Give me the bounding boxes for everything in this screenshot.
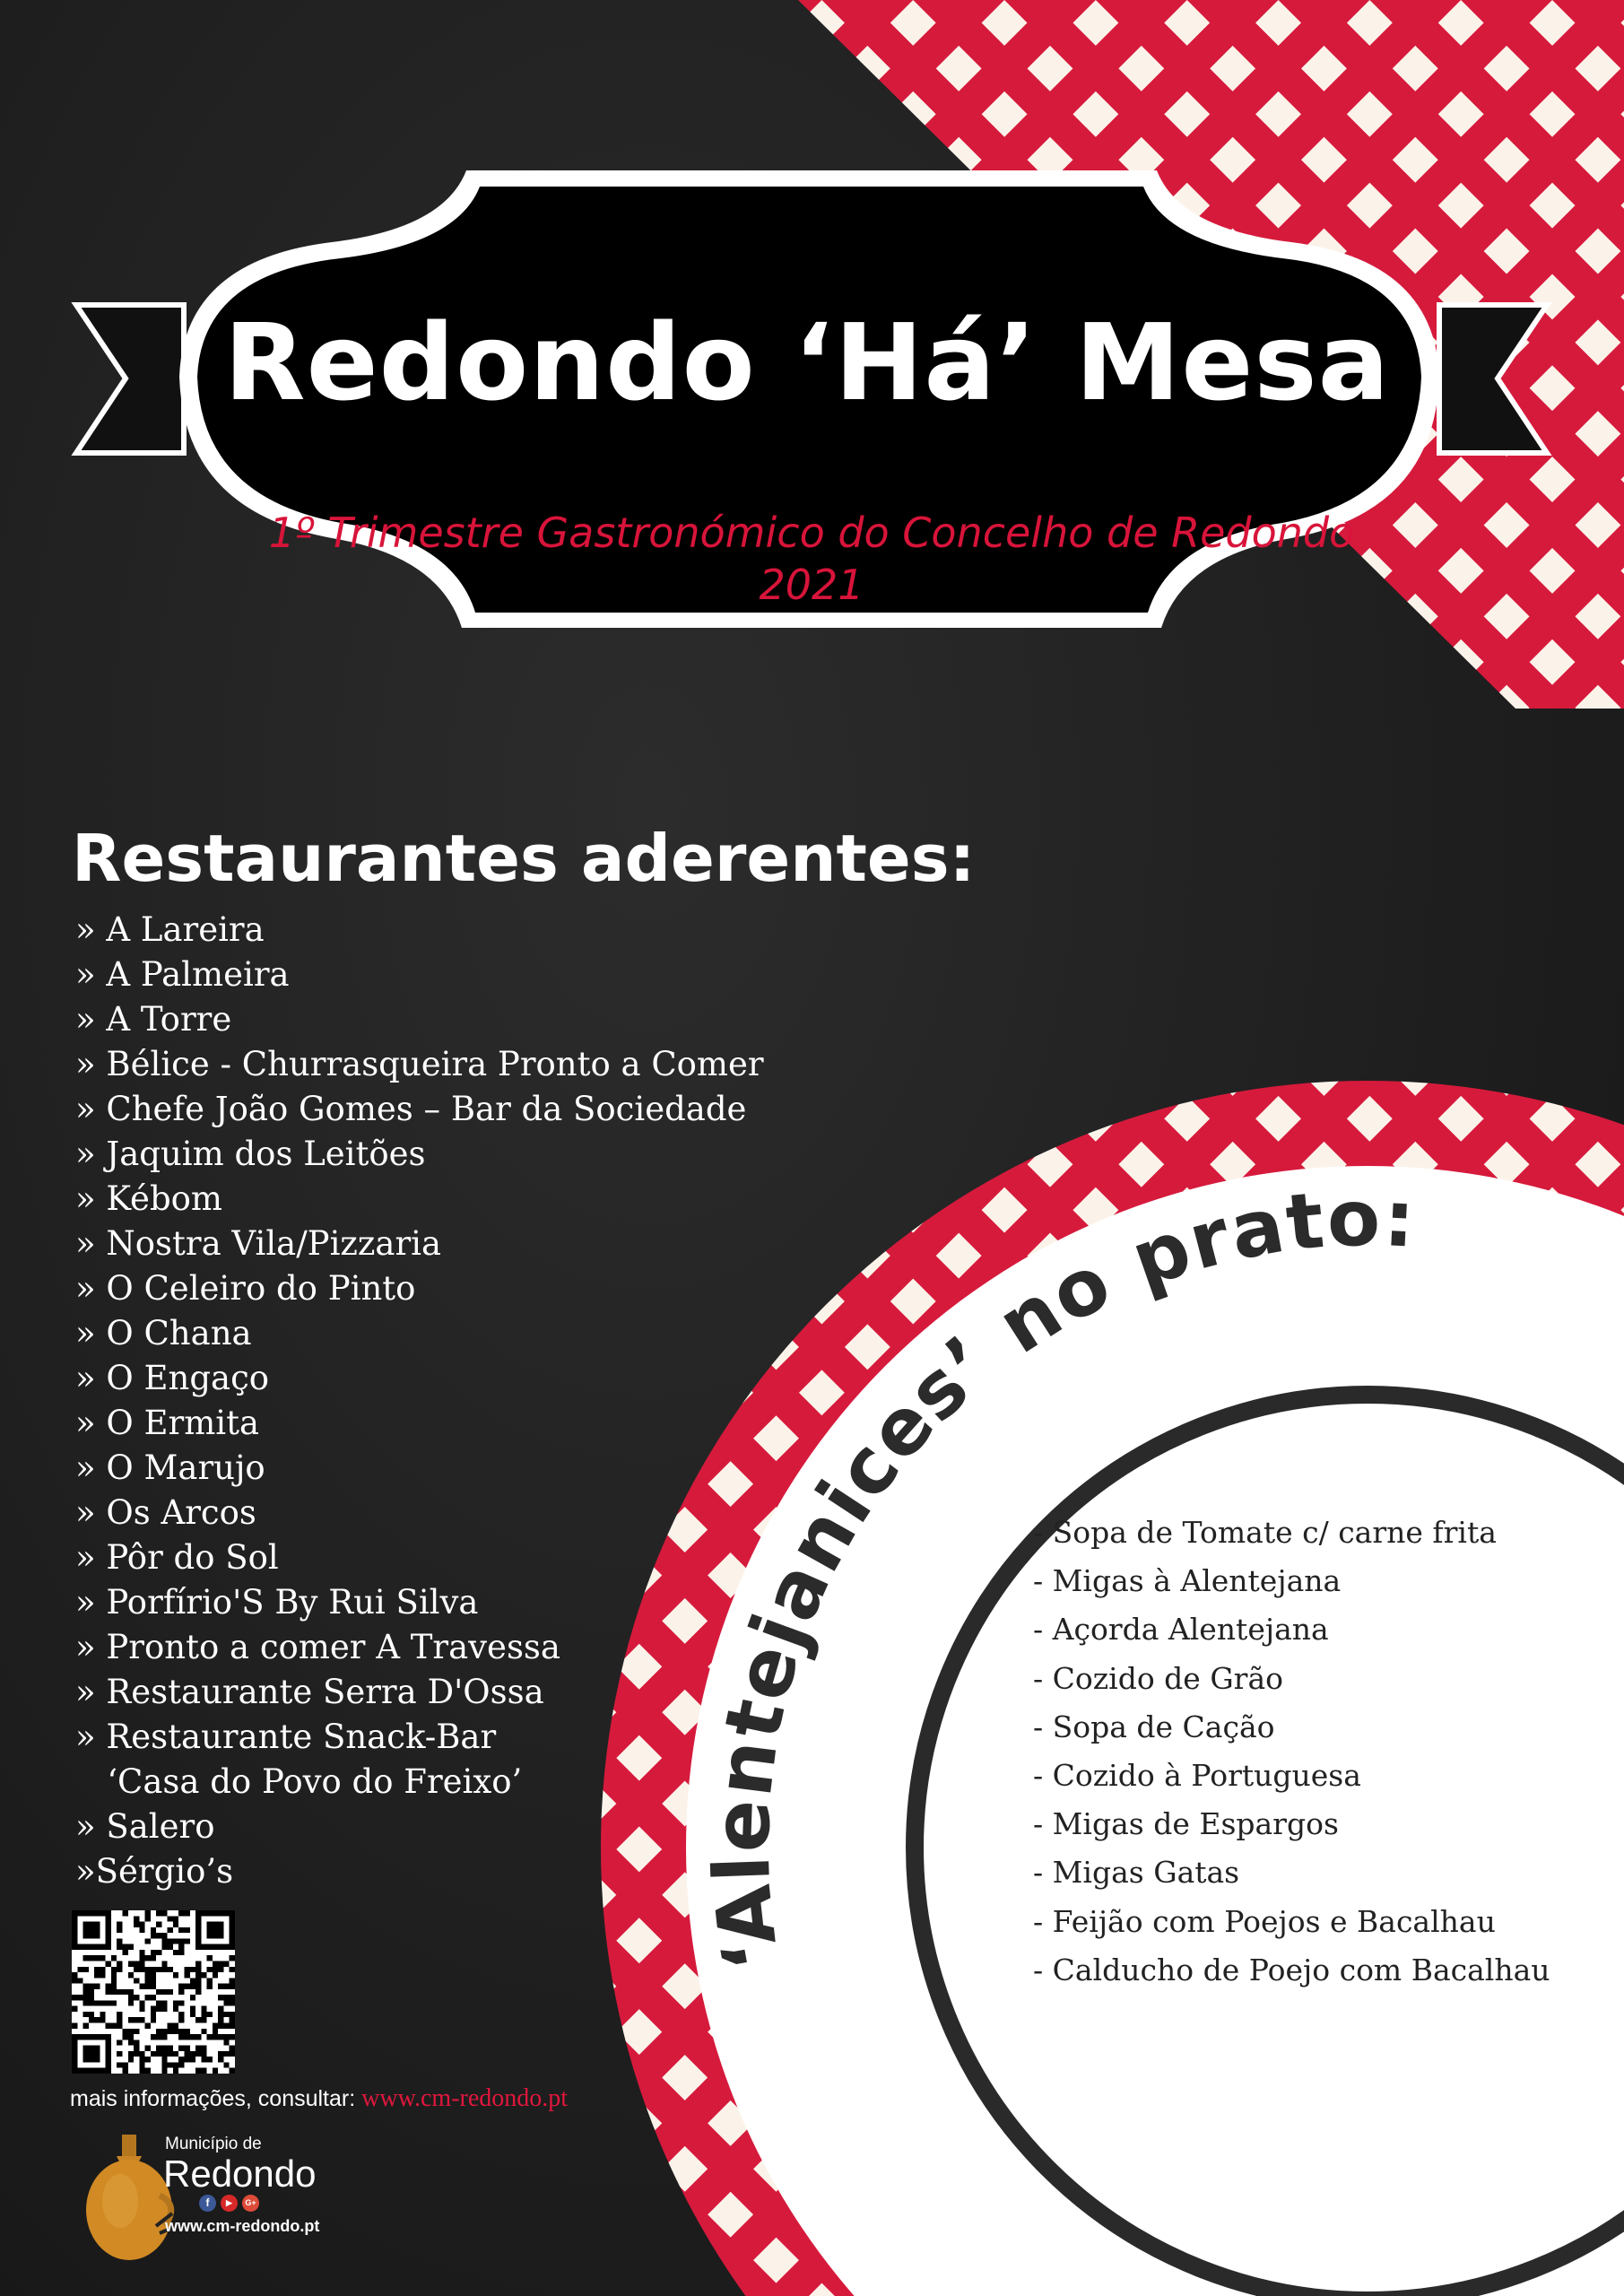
list-item: - Sopa de Cação: [1033, 1709, 1275, 1744]
facebook-icon[interactable]: f: [199, 2195, 216, 2212]
list-item: » Kébom: [75, 1179, 222, 1218]
list-item: » A Lareira: [75, 910, 265, 949]
poster-subtitle: [197, 507, 1426, 611]
list-item: - Sopa de Tomate c/ carne frita: [1033, 1515, 1497, 1550]
logo-website[interactable]: www.cm-redondo.pt: [165, 2217, 320, 2235]
subtitle-line-2: 2021: [759, 561, 864, 609]
subtitle-line-1: 1º Trimestre Gastronómico do Concelho de Redondo: [268, 509, 1355, 557]
list-item: » O Chana: [75, 1314, 252, 1352]
logo-municipio: Município de: [165, 2135, 262, 2153]
social-icons: [199, 2195, 259, 2212]
poster-title: Redondo ‘Há’ Mesa: [223, 300, 1391, 424]
ribbon-right: [1439, 305, 1547, 453]
dish-list: [1033, 1509, 1550, 1995]
list-item: » A Torre: [75, 1000, 232, 1039]
list-item: - Calducho de Poejo com Bacalhau: [1033, 1952, 1550, 1987]
list-item: » Salero: [75, 1807, 215, 1846]
list-item: »Sérgio’s: [75, 1852, 234, 1891]
more-info: [70, 2084, 568, 2113]
list-item: ‘Casa do Povo do Freixo’: [75, 1762, 523, 1801]
restaurant-list: [75, 908, 764, 1894]
list-item: - Cozido de Grão: [1033, 1660, 1284, 1696]
list-item: - Cozido à Portuguesa: [1033, 1758, 1361, 1794]
restaurants-heading: Restaurantes aderentes:: [72, 821, 976, 896]
list-item: - Feijão com Poejos e Bacalhau: [1033, 1903, 1496, 1939]
list-item: - Açorda Alentejana: [1033, 1612, 1329, 1648]
list-item: » Restaurante Serra D'Ossa: [75, 1673, 544, 1711]
google-plus-icon[interactable]: G+: [242, 2195, 259, 2212]
more-info-label: mais informações, consultar:: [70, 2086, 356, 2111]
list-item: » Nostra Vila/Pizzaria: [75, 1224, 442, 1263]
list-item: » Pronto a comer A Travessa: [75, 1628, 560, 1666]
list-item: » O Celeiro do Pinto: [75, 1269, 416, 1308]
logo-redondo: Redondo: [163, 2152, 317, 2195]
plate-heading: ‘Alentejanices’ no prato:: [697, 1173, 1420, 1978]
list-item: » Os Arcos: [75, 1493, 256, 1532]
list-item: » Jaquim dos Leitões: [75, 1135, 426, 1173]
list-item: » Restaurante Snack-Bar: [75, 1718, 497, 1756]
list-item: - Migas à Alentejana: [1033, 1563, 1342, 1599]
list-item: - Migas Gatas: [1033, 1855, 1240, 1891]
list-item: » Chefe João Gomes – Bar da Sociedade: [75, 1090, 747, 1128]
ribbon-left: [76, 305, 184, 453]
website-link[interactable]: www.cm-redondo.pt: [361, 2084, 569, 2112]
list-item: » A Palmeira: [75, 955, 290, 994]
list-item: » O Marujo: [75, 1448, 265, 1487]
list-item: » Porfírio'S By Rui Silva: [75, 1583, 479, 1622]
list-item: » O Engaço: [75, 1359, 270, 1397]
list-item: » O Ermita: [75, 1404, 260, 1442]
list-item: - Migas de Espargos: [1033, 1806, 1339, 1842]
qr-code-icon[interactable]: [72, 1910, 235, 2074]
youtube-icon[interactable]: ▶: [221, 2195, 238, 2212]
list-item: » Bélice - Churrasqueira Pronto a Comer: [75, 1045, 764, 1083]
list-item: » Pôr do Sol: [75, 1538, 279, 1577]
